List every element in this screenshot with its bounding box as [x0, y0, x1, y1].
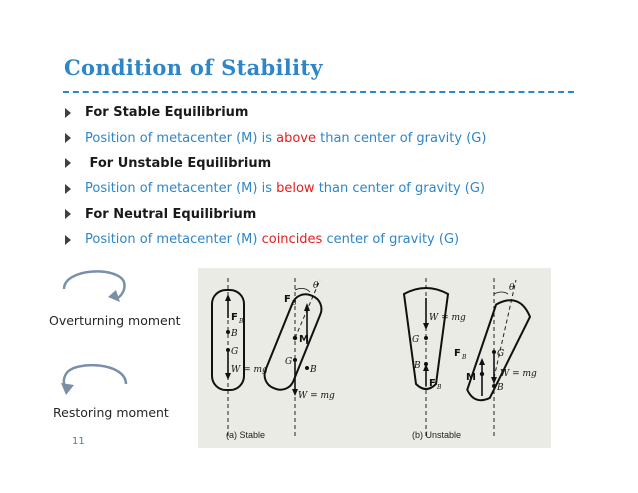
caption-unstable: (b) Unstable: [412, 430, 462, 440]
buoyancy-subscript: B: [239, 318, 244, 325]
bullet-triangle-icon: [65, 158, 71, 168]
buoyancy-center-label: B: [414, 361, 421, 371]
metacenter-label: M: [299, 334, 309, 345]
bullet-text: Position of metacenter (M) is above than center of gravity (G): [85, 130, 487, 146]
stability-diagram-svg: [198, 268, 551, 448]
gravity-center-label: G: [285, 357, 293, 367]
buoyancy-subscript: B: [292, 300, 297, 307]
stable-tilted-body: [260, 278, 335, 438]
highlight-word: below: [276, 181, 315, 197]
gravity-center-label: G: [497, 349, 505, 359]
bullet-triangle-icon: [65, 235, 71, 245]
bullet-triangle-icon: [65, 108, 71, 118]
slide-title: Condition of Stability: [64, 55, 323, 80]
tilt-angle-label: θ: [509, 283, 515, 293]
bullet-neutral-heading: [65, 202, 585, 227]
bullet-text: For Neutral Equilibrium: [85, 206, 257, 222]
bullet-stable-description: [65, 125, 585, 150]
weight-label: W = mg: [231, 365, 268, 375]
stable-upright-body: [212, 278, 268, 438]
weight-label: W = mg: [298, 391, 335, 401]
stability-diagram: [198, 268, 551, 448]
buoyancy-center-label: B: [497, 383, 504, 393]
overturning-moment-label: Overturning moment: [49, 313, 181, 328]
restoring-arrow-icon: [50, 356, 140, 406]
bullet-stable-heading: [65, 100, 585, 125]
gravity-center-label: G: [412, 335, 420, 345]
caption-stable: (a) Stable: [226, 430, 266, 440]
highlight-word: above: [276, 130, 316, 146]
bullet-unstable-description: [65, 176, 585, 201]
gravity-center-label: G: [231, 347, 239, 357]
bullet-triangle-icon: [65, 133, 71, 143]
unstable-tilted-body: [454, 278, 537, 438]
title-dashed-rule: [63, 91, 574, 93]
buoyancy-force-label: F: [429, 378, 436, 389]
tilt-angle-label: θ: [313, 281, 319, 291]
bullet-list: [65, 100, 585, 252]
buoyancy-subscript: B: [462, 354, 467, 361]
page-number: 11: [72, 436, 85, 447]
highlight-word: coincides: [261, 232, 323, 248]
buoyancy-subscript: B: [437, 384, 442, 391]
overturning-arrow-icon: [50, 264, 140, 314]
bullet-text: For Stable Equilibrium: [85, 105, 249, 121]
buoyancy-center-label: B: [310, 365, 317, 375]
buoyancy-force-label: F: [284, 294, 291, 305]
bullet-text: Position of metacenter (M) coincides center of gravity (G): [85, 232, 460, 248]
weight-label: W = mg: [429, 313, 466, 323]
bullet-text: For Unstable Equilibrium: [85, 155, 272, 171]
buoyancy-center-label: B: [231, 329, 238, 339]
buoyancy-force-label: F: [231, 312, 238, 323]
metacenter-label: M: [466, 372, 476, 383]
restoring-moment-label: Restoring moment: [53, 405, 169, 420]
buoyancy-force-label: F: [454, 348, 461, 359]
bullet-triangle-icon: [65, 209, 71, 219]
bullet-unstable-heading: [65, 151, 585, 176]
bullet-text: Position of metacenter (M) is below than center of gravity (G): [85, 181, 485, 197]
bullet-triangle-icon: [65, 184, 71, 194]
weight-label: W = mg: [500, 369, 537, 379]
bullet-neutral-description: [65, 227, 585, 252]
